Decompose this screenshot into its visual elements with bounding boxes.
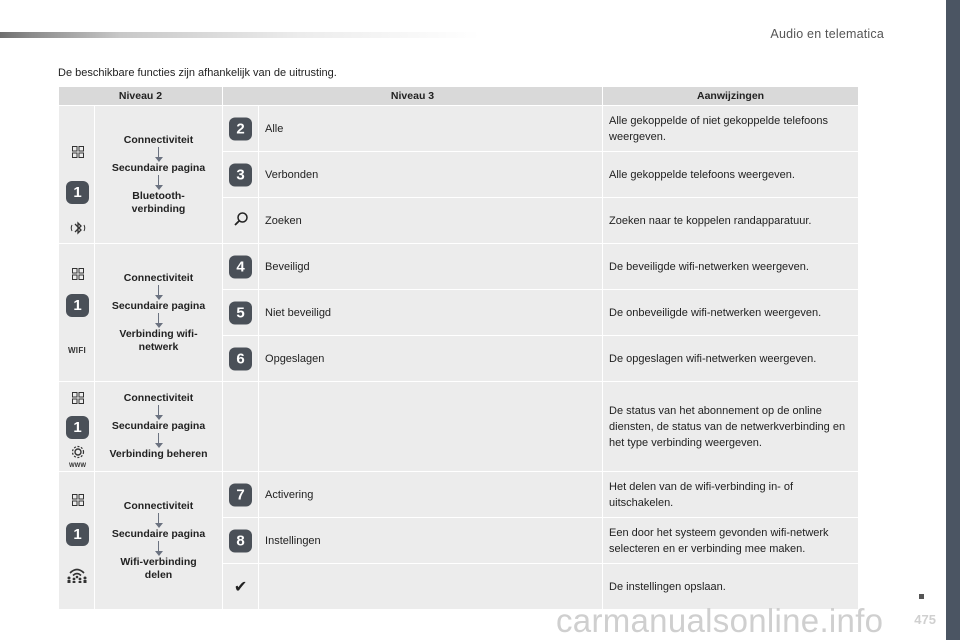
arrow-down-icon (99, 147, 218, 162)
description: Het delen van de wifi-verbinding in- of uitschakelen. (603, 472, 859, 518)
header-aanwijzingen: Aanwijzingen (603, 87, 859, 106)
description: Zoeken naar te koppelen randapparatuur. (603, 198, 859, 244)
checkmark-icon: ✔ (233, 578, 248, 596)
arrow-down-icon (99, 405, 218, 420)
www-gear-icon (68, 445, 87, 467)
description: De instellingen opslaan. (603, 564, 859, 610)
wifi-share-icon (66, 564, 88, 583)
group-icons-wifi-share (59, 472, 95, 610)
step-badge: 1 (66, 416, 89, 439)
step-badge: 6 (229, 347, 252, 370)
level2-item: Wifi-verbinding delen (120, 555, 197, 581)
level2-item: Connectiviteit (123, 499, 194, 512)
table-row (59, 472, 859, 518)
table-row (59, 244, 859, 290)
grid-icon (68, 142, 87, 161)
watermark: carmanualsonline.info (556, 602, 884, 639)
level2-item: Connectiviteit (123, 392, 194, 404)
table-row (59, 382, 859, 472)
table-header-row (59, 87, 859, 106)
arrow-down-icon (99, 541, 218, 556)
functions-table (58, 86, 859, 610)
level2-cell-bluetooth (95, 106, 223, 244)
level2-cell-wifi (95, 244, 223, 382)
group-icons-bluetooth (59, 106, 95, 244)
description: Een door het systeem gevonden wifi-netwerk selecteren en er verbinding mee maken. (603, 518, 859, 564)
grid-icon (68, 388, 87, 407)
level2-item: Connectiviteit (123, 271, 194, 284)
group-icons-wifi (59, 244, 95, 382)
www-label: WWW (69, 463, 86, 469)
level2-item: Secundaire pagina (111, 527, 206, 540)
level3-icon-cell (223, 564, 259, 610)
wifi-icon: WIFI (67, 346, 87, 355)
arrow-down-icon (99, 513, 218, 528)
grid-icon (68, 264, 87, 283)
arrow-down-icon (99, 175, 218, 190)
level3-label: Beveiligd (259, 244, 603, 290)
level3-label: Alle (259, 106, 603, 152)
level3-empty-cell (223, 382, 259, 472)
page-marker (919, 594, 924, 599)
level2-item: Secundaire pagina (111, 420, 206, 432)
step-badge: 1 (66, 294, 89, 317)
description: De onbeveiligde wifi-netwerken weergeven. (603, 290, 859, 336)
level2-cell-share (95, 472, 223, 610)
level2-item: Connectiviteit (123, 133, 194, 146)
level3-badge-cell (223, 106, 259, 152)
level3-label: Instellingen (259, 518, 603, 564)
level2-item: Verbinding beheren (109, 448, 208, 460)
level3-label (259, 564, 603, 610)
step-badge: 7 (229, 483, 252, 506)
level3-label: Opgeslagen (259, 336, 603, 382)
table-row (59, 106, 859, 152)
level3-label: Verbonden (259, 152, 603, 198)
level2-item: Secundaire pagina (111, 299, 206, 312)
description: Alle gekoppelde of niet gekoppelde telefoons weergeven. (603, 106, 859, 152)
intro-text: De beschikbare functies zijn afhankelijk van de uitrusting. (58, 67, 337, 79)
step-badge: 2 (229, 117, 252, 140)
level2-cell-manage (95, 382, 223, 472)
level3-badge-cell (223, 244, 259, 290)
search-icon (233, 211, 249, 230)
level3-label: Activering (259, 472, 603, 518)
level3-badge-cell (223, 336, 259, 382)
step-badge: 1 (66, 523, 89, 546)
arrow-down-icon (99, 285, 218, 300)
level3-badge-cell (223, 290, 259, 336)
group-icons-www (59, 382, 95, 472)
header-niveau-3: Niveau 3 (223, 87, 603, 106)
description: De opgeslagen wifi-netwerken weergeven. (603, 336, 859, 382)
step-badge: 1 (66, 181, 89, 204)
step-badge: 5 (229, 301, 252, 324)
side-tab-strip (946, 0, 960, 640)
step-badge: 8 (229, 529, 252, 552)
grid-icon (68, 490, 87, 509)
header-accent-bar (0, 32, 480, 38)
level3-badge-cell (223, 152, 259, 198)
bluetooth-icon (68, 218, 87, 237)
level2-item: Verbinding wifi-netwerk (119, 327, 198, 353)
step-badge: 4 (229, 255, 252, 278)
page-number: 475 (914, 612, 936, 627)
arrow-down-icon (99, 313, 218, 328)
level3-badge-cell (223, 518, 259, 564)
level3-icon-cell (223, 198, 259, 244)
level3-label (259, 382, 603, 472)
step-badge: 3 (229, 163, 252, 186)
description: De status van het abonnement op de online diensten, de status van de netwerkverbinding en het type verbinding weergeven. (603, 382, 859, 472)
level3-label: Zoeken (259, 198, 603, 244)
description: Alle gekoppelde telefoons weergeven. (603, 152, 859, 198)
level2-item: Bluetooth-verbinding (131, 189, 186, 215)
description: De beveiligde wifi-netwerken weergeven. (603, 244, 859, 290)
level3-badge-cell (223, 472, 259, 518)
level3-label: Niet beveiligd (259, 290, 603, 336)
section-title: Audio en telematica (770, 27, 884, 41)
header-niveau-2: Niveau 2 (59, 87, 223, 106)
arrow-down-icon (99, 433, 218, 448)
level2-item: Secundaire pagina (111, 161, 206, 174)
